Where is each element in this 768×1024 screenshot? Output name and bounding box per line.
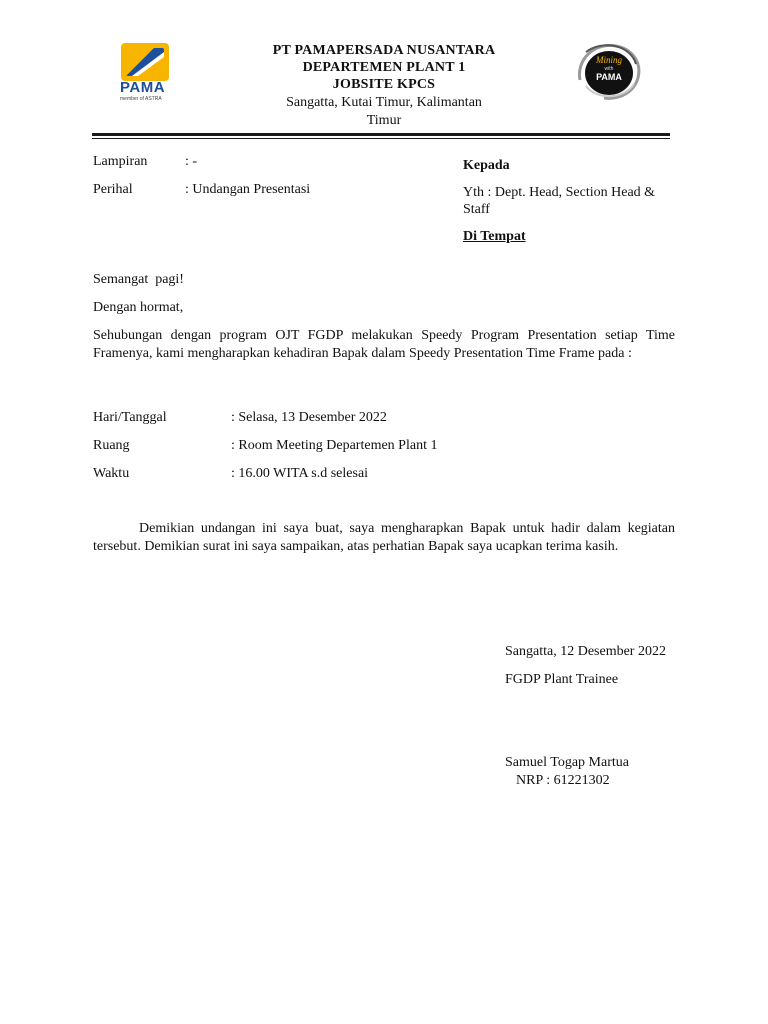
perihal-value: : Undangan Presentasi xyxy=(185,182,311,197)
recipient-yth: Yth : Dept. Head, Section Head & Staff xyxy=(463,185,656,217)
salutation: Dengan hormat, xyxy=(93,300,184,315)
detail-value-date: : Selasa, 13 Desember 2022 xyxy=(231,410,387,425)
detail-label-date: Hari/Tanggal xyxy=(93,410,167,425)
kepada-heading: Kepada xyxy=(463,158,510,173)
di-tempat: Di Tempat xyxy=(463,229,526,244)
detail-value-time: : 16.00 WITA s.d selesai xyxy=(231,466,369,481)
perihal-label: Perihal xyxy=(93,182,133,197)
company-name: PT PAMAPERSADA NUSANTARA xyxy=(272,43,496,58)
detail-label-time: Waktu xyxy=(93,466,130,481)
address-line2: Timur xyxy=(366,113,402,128)
signer-name: Samuel Togap Martua xyxy=(505,755,629,770)
header-rule-thick xyxy=(92,133,670,136)
lampiran-label: Lampiran xyxy=(93,154,148,169)
address-line1: Sangatta, Kutai Timur, Kalimantan xyxy=(286,95,482,110)
logo-mining-text: Mining xyxy=(596,55,622,65)
pama-logo-text: PAMA xyxy=(120,79,166,96)
logo-with-text: with xyxy=(604,66,614,72)
pama-logo xyxy=(120,42,172,106)
greeting: Semangat pagi! xyxy=(93,272,184,287)
place-date: Sangatta, 12 Desember 2022 xyxy=(505,644,666,659)
intro-paragraph: Sehubungan dengan program OJT FGDP melakukan Speedy Program Presentation setiap Time Framenya, kami mengharapkan kehadiran Bapak dalam Speedy Presentation Time Frame pada : xyxy=(93,328,675,361)
detail-value-room: : Room Meeting Departemen Plant 1 xyxy=(231,438,438,453)
logo-pama-text: PAMA xyxy=(596,72,622,82)
header-rule-thin xyxy=(92,138,670,139)
letterhead xyxy=(218,42,550,129)
detail-label-room: Ruang xyxy=(93,438,130,453)
signer-nrp: NRP : 61221302 xyxy=(516,773,610,788)
signer-role: FGDP Plant Trainee xyxy=(505,672,619,687)
pama-logo-subtext: member of ASTRA xyxy=(120,96,162,102)
department-name: DEPARTEMEN PLANT 1 xyxy=(302,60,466,75)
mining-with-pama-logo xyxy=(572,40,644,102)
jobsite-name: JOBSITE KPCS xyxy=(332,77,436,92)
closing-paragraph: Demikian undangan ini saya buat, saya mengharapkan Bapak untuk hadir dalam kegiatan tersebut. Demikian surat ini saya sampaikan, atas perhatian Bapak saya ucapkan terima kasih. xyxy=(93,521,675,554)
lampiran-value: : - xyxy=(185,154,198,169)
